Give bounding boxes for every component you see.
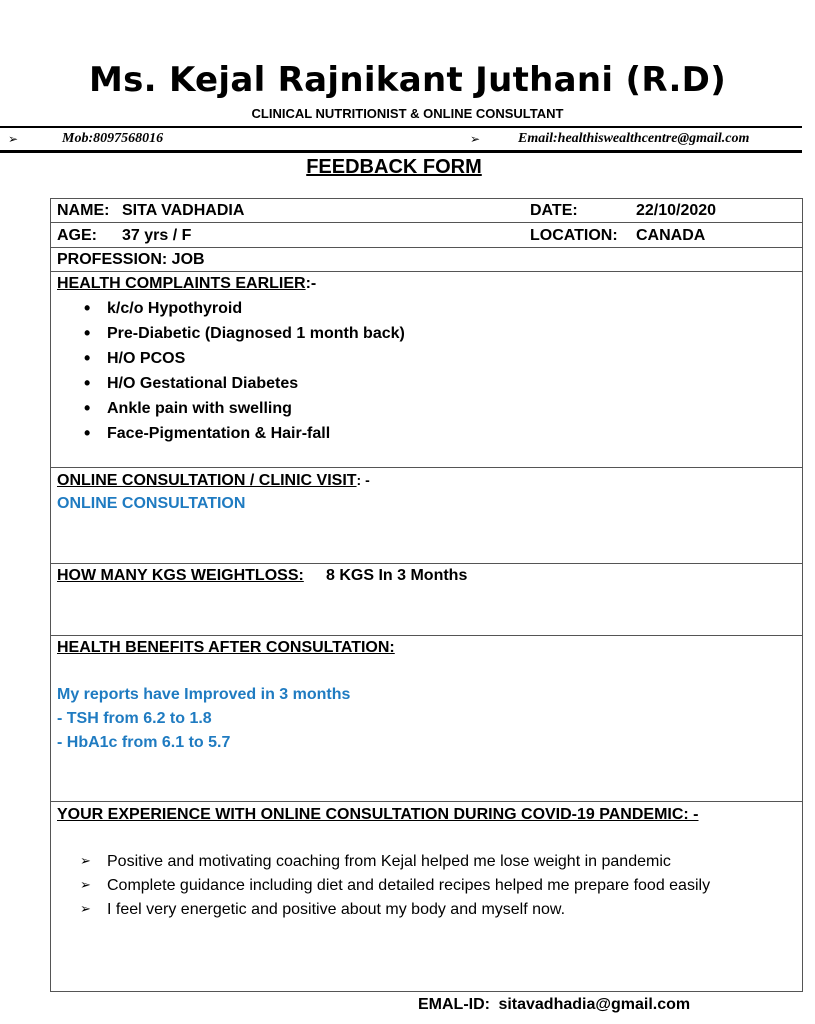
benefits-line: - TSH from 6.2 to 1.8 [57, 710, 212, 727]
complaints-heading-suffix: :- [305, 275, 317, 292]
complaints-heading-text: HEALTH COMPLAINTS EARLIER [57, 275, 306, 292]
list-item: ➢ I feel very energetic and positive about my body and myself now. [80, 898, 710, 922]
contact-divider-bottom [0, 150, 802, 153]
contact-row [0, 131, 800, 149]
arrow-bullet-icon: ➢ [80, 878, 91, 893]
experience-list [80, 850, 710, 922]
bullet-icon: • [84, 373, 91, 393]
consultation-value: ONLINE CONSULTATION [57, 495, 246, 512]
weightloss-value: 8 KGS In 3 Months [326, 567, 468, 584]
list-item: • H/O PCOS [57, 346, 405, 371]
contact-divider-top [0, 126, 802, 128]
date-value: 22/10/2020 [636, 202, 717, 219]
weightloss-heading: HOW MANY KGS WEIGHTLOSS: [57, 567, 304, 584]
name-value: SITA VADHADIA [122, 202, 245, 219]
consultant-subtitle: CLINICAL NUTRITIONIST & ONLINE CONSULTANT [251, 106, 564, 121]
location-value: CANADA [636, 227, 706, 244]
benefits-heading: HEALTH BENEFITS AFTER CONSULTATION: [57, 639, 395, 656]
bullet-icon: • [84, 423, 91, 443]
contact-email: Email:healthiswealthcentre@gmail.com [518, 131, 750, 146]
list-item: ➢ Positive and motivating coaching from Kejal helped me lose weight in pandemic [80, 850, 710, 874]
bullet-icon: • [84, 398, 91, 418]
arrow-bullet-icon: ➢ [80, 854, 91, 869]
location-label: LOCATION: [530, 227, 618, 244]
complaints-list [57, 296, 405, 446]
consultation-heading-text: ONLINE CONSULTATION / CLINIC VISIT [57, 472, 357, 489]
list-item: • Pre-Diabetic (Diagnosed 1 month back) [57, 321, 405, 346]
name-label: NAME: [57, 202, 110, 219]
list-item: • k/c/o Hypothyroid [57, 296, 405, 321]
consultant-name: Ms. Kejal Rajnikant Juthani (R.D) [88, 60, 727, 100]
age-label: AGE: [57, 227, 97, 244]
list-item: • Face-Pigmentation & Hair-fall [57, 421, 405, 446]
arrow-bullet-icon: ➢ [8, 132, 19, 146]
bullet-icon: • [84, 323, 91, 343]
date-label: DATE: [530, 202, 578, 219]
mobile-number: Mob:8097568016 [62, 131, 164, 146]
list-item: ➢ Complete guidance including diet and detailed recipes helped me prepare food easily [80, 874, 710, 898]
list-item: • H/O Gestational Diabetes [57, 371, 405, 396]
arrow-bullet-icon: ➢ [470, 132, 481, 146]
footer-email [418, 996, 690, 1014]
experience-heading: YOUR EXPERIENCE WITH ONLINE CONSULTATION DURING COVID-19 PANDEMIC: - [57, 806, 699, 823]
form-title: FEEDBACK FORM [306, 156, 482, 178]
consultation-heading [57, 472, 370, 490]
complaints-heading [57, 275, 316, 293]
footer-email-value: sitavadhadia@gmail.com [498, 996, 691, 1013]
profession-field: PROFESSION: JOB [57, 251, 205, 268]
consultation-heading-suffix: : - [356, 472, 370, 488]
arrow-bullet-icon: ➢ [80, 902, 91, 917]
list-item: • Ankle pain with swelling [57, 396, 405, 421]
benefits-line: My reports have Improved in 3 months [57, 686, 351, 703]
bullet-icon: • [84, 298, 91, 318]
bullet-icon: • [84, 348, 91, 368]
footer-email-label: EMAL-ID: [418, 996, 490, 1013]
benefits-line: - HbA1c from 6.1 to 5.7 [57, 734, 231, 751]
age-value: 37 yrs / F [122, 227, 192, 244]
